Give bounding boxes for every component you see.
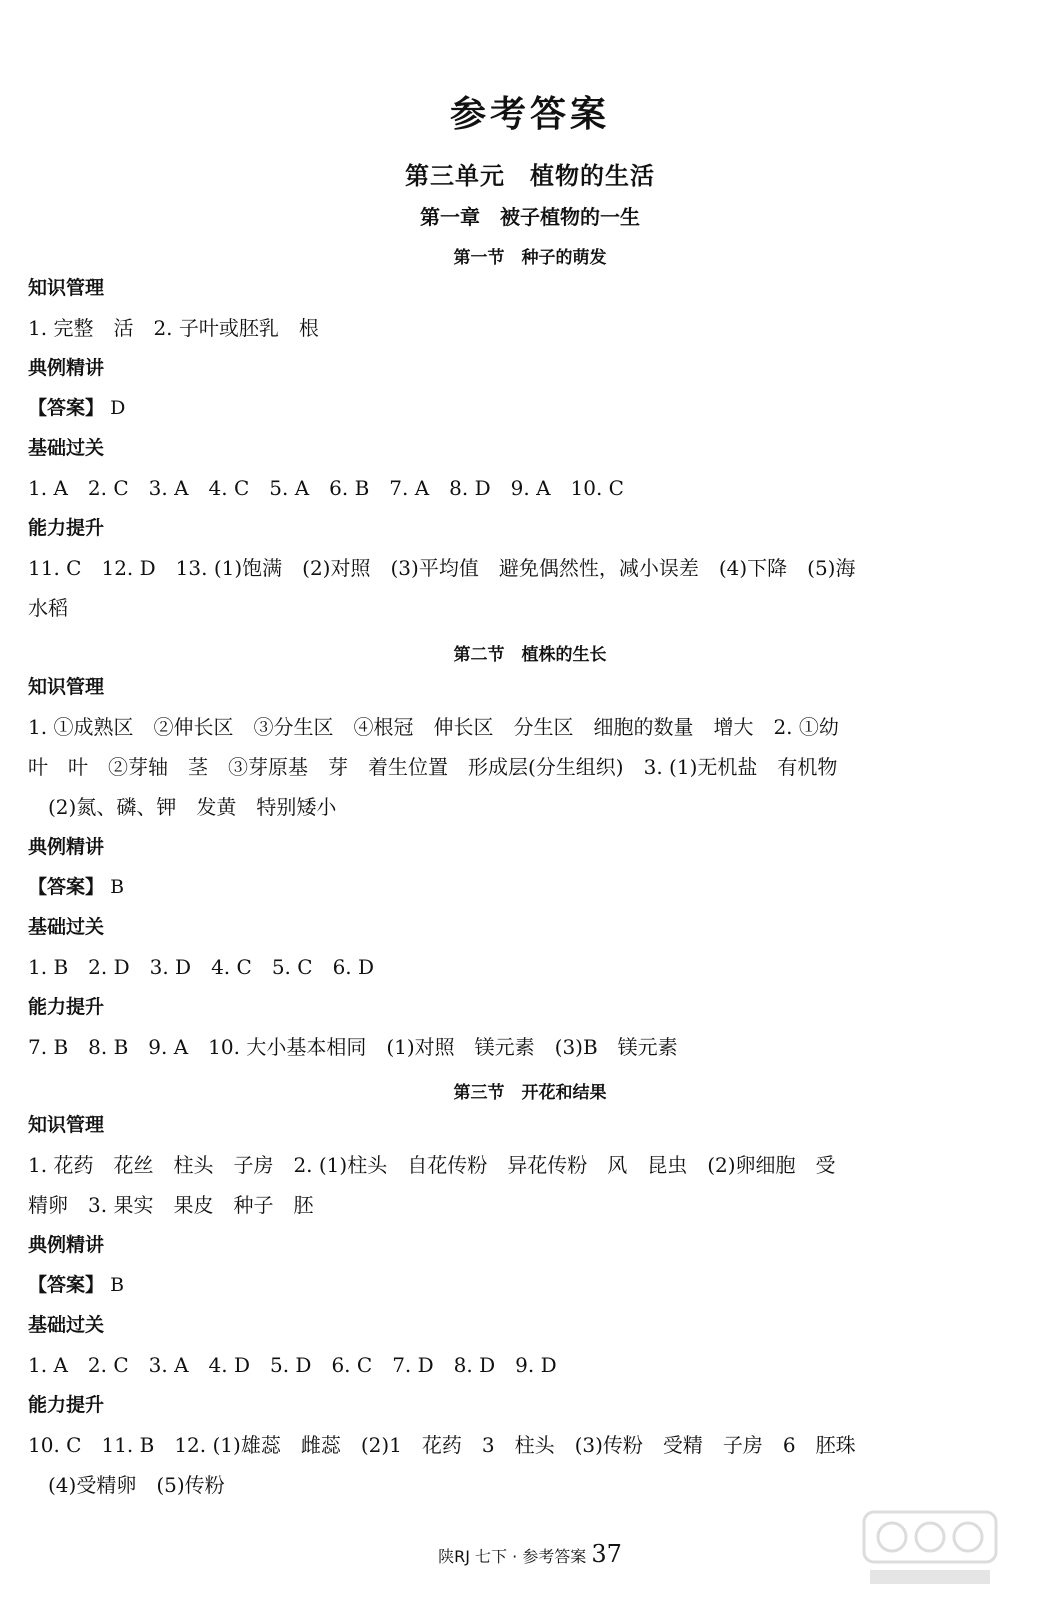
footer-label: 陕RJ 七下 · 参考答案 — [438, 1547, 587, 1566]
section-title-1: 第一节 种子的萌发 — [453, 248, 607, 268]
knowledge-line: (2)氮、磷、钾 发黄 特别矮小 — [28, 795, 337, 819]
answer-label: 【答案】 — [28, 397, 105, 419]
example-answer — [28, 867, 1008, 907]
ability-line: 7. B 8. B 9. A 10. 大小基本相同 (1)对照 镁元素 (3)B 镁元素 — [28, 1035, 678, 1059]
unit-title: 第三单元 植物的生活 — [405, 162, 655, 190]
basic-line: 1. B 2. D 3. D 4. C 5. C 6. D — [28, 955, 375, 979]
chapter-title: 第一章 被子植物的一生 — [420, 205, 640, 229]
watermark-logo — [860, 1508, 1000, 1590]
section-title-2: 第二节 植株的生长 — [453, 645, 607, 665]
ability-heading: 能力提升 — [28, 517, 105, 539]
ability-heading: 能力提升 — [28, 996, 105, 1018]
knowledge-heading: 知识管理 — [28, 1114, 105, 1136]
ability-line: (4)受精卵 (5)传粉 — [28, 1473, 225, 1497]
answer-label: 【答案】 — [28, 1274, 105, 1296]
basic-heading: 基础过关 — [28, 1314, 105, 1336]
ability-line: 11. C 12. D 13. (1)饱满 (2)对照 (3)平均值 避免偶然性，减小误差 (4)下降 (5)海 — [28, 556, 856, 580]
basic-line: 1. A 2. C 3. A 4. C 5. A 6. B 7. A 8. D 9. A 10. C — [28, 476, 624, 500]
example-heading: 典例精讲 — [28, 1234, 105, 1256]
page-number: 37 — [591, 1540, 622, 1568]
knowledge-line: 1. ①成熟区 ②伸长区 ③分生区 ④根冠 伸长区 分生区 细胞的数量 增大 2. ①幼 — [28, 715, 839, 739]
ability-line: 10. C 11. B 12. (1)雄蕊 雌蕊 (2)1 花药 3 柱头 (3)传粉 受精 子房 6 胚珠 — [28, 1433, 856, 1457]
answer-value: D — [110, 397, 126, 419]
ability-line: 水稻 — [28, 596, 68, 620]
ability-heading: 能力提升 — [28, 1394, 105, 1416]
answer-value: B — [110, 1274, 125, 1296]
example-answer — [28, 1265, 1008, 1305]
basic-line: 1. A 2. C 3. A 4. D 5. D 6. C 7. D 8. D 9. D — [28, 1353, 557, 1377]
section-title-3: 第三节 开花和结果 — [453, 1083, 607, 1103]
answer-value: B — [110, 876, 125, 898]
basic-heading: 基础过关 — [28, 437, 105, 459]
knowledge-heading: 知识管理 — [28, 676, 105, 698]
basic-heading: 基础过关 — [28, 916, 105, 938]
knowledge-line: 精卵 3. 果实 果皮 种子 胚 — [28, 1193, 314, 1217]
knowledge-line: 1. 花药 花丝 柱头 子房 2. (1)柱头 自花传粉 异花传粉 风 昆虫 (2)卵细胞 受 — [28, 1153, 836, 1177]
knowledge-heading: 知识管理 — [28, 277, 105, 299]
section-1 — [28, 268, 1008, 628]
knowledge-line: 1. 完整 活 2. 子叶或胚乳 根 — [28, 316, 319, 340]
section-2 — [28, 667, 1008, 1067]
example-answer — [28, 388, 1008, 428]
example-heading: 典例精讲 — [28, 357, 105, 379]
answer-label: 【答案】 — [28, 876, 105, 898]
page-title: 参考答案 — [449, 94, 610, 135]
knowledge-line: 叶 叶 ②芽轴 茎 ③芽原基 芽 着生位置 形成层(分生组织) 3. (1)无机盐 有机物 — [28, 755, 838, 779]
section-3 — [28, 1105, 1008, 1505]
example-heading: 典例精讲 — [28, 836, 105, 858]
